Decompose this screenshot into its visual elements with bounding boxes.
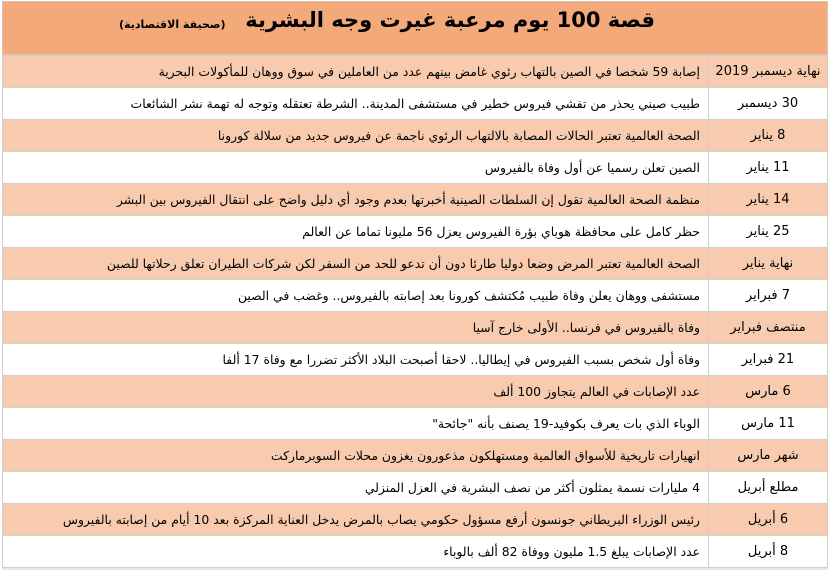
date-cell: منتصف فبراير [709, 312, 828, 344]
date-cell: 25 يناير [709, 216, 828, 248]
date-cell: نهاية يناير [709, 248, 828, 280]
date-cell: 7 فبراير [709, 280, 828, 312]
event-cell: انهيارات تاريخية للأسواق العالمية ومستهلكون مذعورون يغزون محلات السوبرماركت [3, 440, 709, 472]
table-row [3, 504, 828, 536]
timeline-body [3, 56, 828, 568]
table-row [3, 152, 828, 184]
date-cell: مطلع أبريل [709, 472, 828, 504]
event-cell: منظمة الصحة العالمية تقول إن السلطات الصينية أخبرتها بعدم وجود أي دليل واضح على انتقال الفيروس بين البشر [3, 184, 709, 216]
table-row [3, 280, 828, 312]
event-cell: الصين تعلن رسميا عن أول وفاة بالفيروس [3, 152, 709, 184]
date-cell: 8 يناير [709, 120, 828, 152]
event-cell: 4 مليارات نسمة يمثلون أكثر من نصف البشرية في العزل المنزلي [3, 472, 709, 504]
date-cell: 6 أبريل [709, 504, 828, 536]
table-row [3, 440, 828, 472]
event-cell: طبيب صيني يحذر من تفشي فيروس خطير في مستشفى المدينة.. الشرطة تعتقله وتوجه له تهمة نشر الشائعات [3, 88, 709, 120]
date-cell: نهاية ديسمبر 2019 [709, 56, 828, 88]
table-row [3, 408, 828, 440]
date-cell: 8 أبريل [709, 536, 828, 568]
table-row [3, 472, 828, 504]
event-cell: وفاة بالفيروس في فرنسا.. الأولى خارج آسيا [3, 312, 709, 344]
event-cell: الصحة العالمية تعتبر الحالات المصابة بالالتهاب الرئوي ناجمة عن فيروس جديد من سلالة كورونا [3, 120, 709, 152]
event-cell: عدد الإصابات في العالم يتجاوز 100 ألف [3, 376, 709, 408]
table-row [3, 312, 828, 344]
event-cell: رئيس الوزراء البريطاني جونسون أرفع مسؤول حكومي يصاب بالمرض يدخل العناية المركزة بعد 10 أيام من إصابته بالفيروس [3, 504, 709, 536]
event-cell: وفاة أول شخص بسبب الفيروس في إيطاليا.. لاحقا أصبحت البلاد الأكثر تضررا مع وفاة 17 ألفا [3, 344, 709, 376]
timeline-table [2, 55, 828, 568]
table-row [3, 88, 828, 120]
page-title: قصة 100 يوم مرعبة غيرت وجه البشرية [245, 8, 655, 32]
source-label: (صحيفة الاقتصادية) [119, 18, 226, 31]
date-cell: 6 مارس [709, 376, 828, 408]
event-cell: الصحة العالمية تعتبر المرض وضعا دوليا طارئا دون أن تدعو للحد من السفر لكن شركات الطيران تعلق رحلاتها للصين [3, 248, 709, 280]
event-cell: الوباء الذي بات يعرف بكوفيد-19 يصنف بأنه "جائحة" [3, 408, 709, 440]
event-cell: عدد الإصابات يبلغ 1.5 مليون ووفاة 82 ألف بالوباء [3, 536, 709, 568]
timeline-document [2, 1, 828, 570]
date-cell: 14 يناير [709, 184, 828, 216]
table-row [3, 248, 828, 280]
table-row [3, 376, 828, 408]
table-row [3, 56, 828, 88]
table-row [3, 120, 828, 152]
date-cell: 11 مارس [709, 408, 828, 440]
event-cell: إصابة 59 شخصا في الصين بالتهاب رئوي غامض بينهم عدد من العاملين في سوق ووهان للمأكولات البحرية [3, 56, 709, 88]
date-cell: 11 يناير [709, 152, 828, 184]
date-cell: شهر مارس [709, 440, 828, 472]
event-cell: مستشفى ووهان يعلن وفاة طبيب مُكتشف كورونا بعد إصابته بالفيروس.. وغضب في الصين [3, 280, 709, 312]
title-banner [2, 1, 828, 55]
event-cell: حظر كامل على محافظة هوباي بؤرة الفيروس يعزل 56 مليونا تماما عن العالم [3, 216, 709, 248]
date-cell: 30 ديسمبر [709, 88, 828, 120]
table-row [3, 216, 828, 248]
table-row [3, 536, 828, 568]
table-row [3, 344, 828, 376]
date-cell: 21 فبراير [709, 344, 828, 376]
table-row [3, 184, 828, 216]
